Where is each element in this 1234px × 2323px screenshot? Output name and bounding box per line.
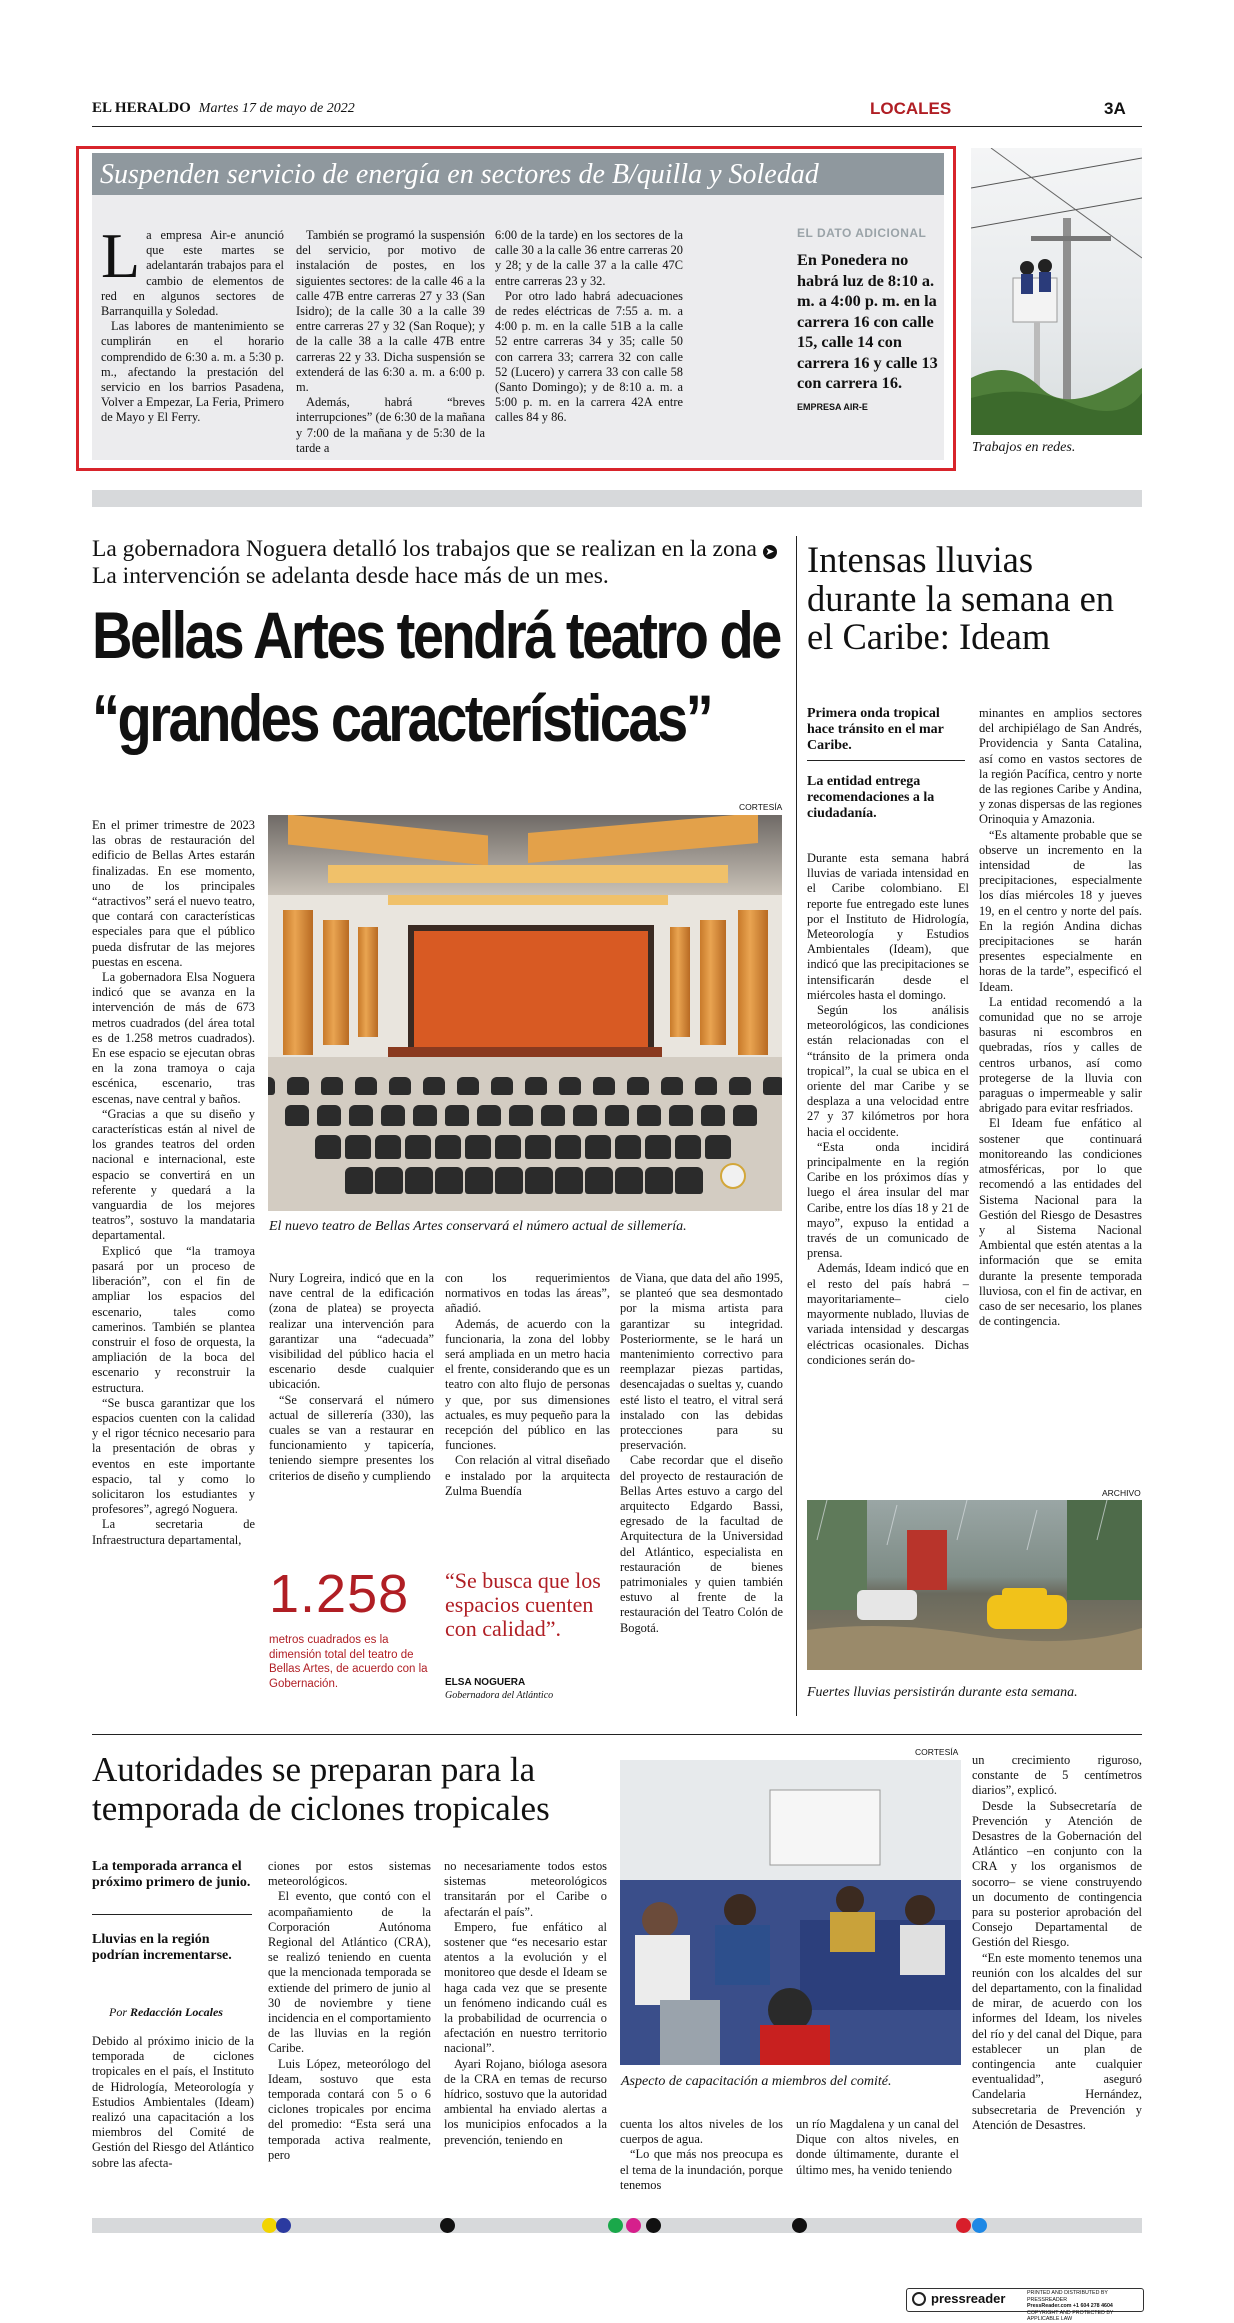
bellas-col-3 bbox=[445, 1271, 610, 1499]
ciclones-photo-caption: Aspecto de capacitación a miembros del comité. bbox=[621, 2074, 892, 2089]
seat bbox=[345, 1167, 373, 1194]
bellas-headline-1: Bellas Artes tendrá teatro de bbox=[92, 598, 780, 672]
ciclones-col-4 bbox=[620, 2117, 783, 2193]
ciclones-paragraph: no necesariamente todos estos sistemas meteorológicos transitarán por el Caribe o afectarán el país”. bbox=[444, 1859, 607, 1919]
lluvias-paragraph: Según los análisis meteorológicos, las condiciones están relacionadas con el “tránsito de la primera onda tropical”, la cual se ubica en el oriente del mar Caribe y se desplaza a una velocidad entre 27 y 37 kilómetros por hora hacia el occidente. bbox=[807, 1003, 969, 1139]
masthead-rule bbox=[92, 126, 1142, 127]
copyright-line: COPYRIGHT AND PROTECTED BY APPLICABLE LAW bbox=[1027, 2309, 1114, 2322]
bellas-paragraph: Con relación al vitral diseñado e instalado por la arquitecta Zulma Buendía bbox=[445, 1453, 610, 1498]
seat bbox=[701, 1105, 725, 1126]
seat bbox=[695, 1077, 717, 1095]
drop-cap: L bbox=[101, 220, 141, 291]
ciclones-col-1 bbox=[92, 2034, 254, 2171]
bellas-deck bbox=[92, 536, 792, 590]
pressreader-legal bbox=[1027, 2290, 1141, 2323]
seat bbox=[525, 1167, 553, 1194]
energy-paragraph: Por otro lado habrá adecuaciones de redes eléctricas de 7:55 a. m. a 4:00 p. m. en la calle 51B a la calle 52 entre carreras 34 y 35; calle 50 con carrera 33; carrera 32 con calle 52 (Lucero) y carrera 33 con calle 58 (Santo Domingo); y de 8:10 a. m. a 5:00 p. m. en la carrera 42A entre calles 84 y 86. bbox=[495, 288, 683, 425]
seat bbox=[585, 1167, 613, 1194]
quote-role: Gobernadora del Atlántico bbox=[445, 1690, 554, 1701]
ciclones-col-5 bbox=[796, 2117, 959, 2178]
lluvias-headline: Intensas lluvias durante la semana en el Caribe: Ideam bbox=[807, 539, 1115, 657]
printed-line: PRINTED AND DISTRIBUTED BY PRESSREADER bbox=[1027, 2290, 1108, 2303]
bellas-paragraph: Nury Logreira, indicó que en la nave central de la edificación (zona de platea) se proyecta realizar una intervención para garantizar una “adecuada” visibilidad del público hacia el escenario desde cualquier ubicación. bbox=[269, 1271, 434, 1392]
byline-prefix: Por bbox=[109, 2005, 127, 2019]
seat bbox=[405, 1135, 431, 1159]
lluvias-paragraph: La entidad recomendó a la comunidad que no se arroje basuras ni escombros en quebradas, ríos y calles de centros urbanos, así como protegerse de la lluvia con paraguas o impermeable y salir abrigado para evitar resfriados. bbox=[979, 994, 1142, 1116]
ciclones-paragraph: Debido al próximo inicio de la temporada de ciclones tropicales en el país, el Instituto de Hidrología, Meteorología y Estudios Ambientales (Ideam) realizó una capacitación a los miembros del Comité de Gestión del Riesgo del Atlántico sobre las afecta- bbox=[92, 2034, 254, 2170]
registration-dot bbox=[262, 2218, 277, 2233]
seat bbox=[349, 1105, 373, 1126]
section-band bbox=[92, 490, 1142, 507]
bellas-paragraph: Explicó que “la tramoya pasará por un proceso de liberación”, con el fin de ampliar los espacios del escenario, tales como camerinos. También se plantea construir el foso de orquesta, la ampliación de la boca del escenario y reconstruir la estructura. bbox=[92, 1243, 255, 1395]
logo-seal bbox=[720, 1163, 746, 1189]
pull-quote: “Se busca que los espacios cuenten con calidad”. bbox=[445, 1568, 601, 1641]
bellas-paragraph: “Se busca garantizar que los espacios cuenten con la calidad y el rigor técnico necesario para la presentación de obras y eventos en este importante espacio, tal y como lo solicitaron los estudiantes y profesores”, agregó Noguera. bbox=[92, 1395, 255, 1517]
seat bbox=[729, 1077, 751, 1095]
stat-number: 1.258 bbox=[269, 1564, 410, 1624]
seat bbox=[573, 1105, 597, 1126]
bellas-col-1 bbox=[92, 818, 255, 1548]
seat bbox=[435, 1135, 461, 1159]
ciclones-paragraph: El evento, que contó con el acompañamiento de la Corporación Autónoma Regional del Atlántico (CRA), se realizó teniendo en cuenta que la mencionada temporada se extiende del primero de junio al 30 de noviembre y tiene incidencia en el comportamiento de las lluvias en la región Caribe. bbox=[268, 1889, 431, 2056]
section-name: LOCALES bbox=[870, 99, 952, 118]
seat bbox=[491, 1077, 513, 1095]
energy-paragraph: 6:00 de la tarde) en los sectores de la calle 30 a la calle 36 entre carreras 20 y 28; y de la calle 37 a la calle 47C entre carreras 23 y 32. bbox=[495, 228, 683, 288]
byline-name: Redacción Locales bbox=[130, 2005, 223, 2019]
stat-text: metros cuadrados es la dimensión total del teatro de Bellas Artes, de acuerdo con la Gobernación. bbox=[269, 1634, 428, 1690]
ciclones-paragraph: Luis López, meteorólogo del Ideam, sostuvo que esta temporada contará con 5 o 6 ciclones tropicales por encima del promedio: “Esta será una temporada activa realmente, pero bbox=[268, 2056, 431, 2162]
energy-headline: Suspenden servicio de energía en sectores de B/quilla y Soledad bbox=[100, 159, 819, 190]
bellas-paragraph: con los requerimientos normativos en todas las áreas”, añadió. bbox=[445, 1271, 610, 1316]
seat bbox=[733, 1105, 757, 1126]
bellas-col-4 bbox=[620, 1271, 783, 1636]
dato-adicional bbox=[797, 226, 945, 412]
ciclones-paragraph: ciones por estos sistemas meteorológicos. bbox=[268, 1859, 431, 1889]
seat bbox=[317, 1105, 341, 1126]
vertical-divider bbox=[796, 536, 797, 1716]
seat bbox=[559, 1077, 581, 1095]
ciclones-paragraph: Desde la Subsecretaría de Prevención y Atención de Desastres de la Gobernación del Atlántico –en conjunto con la CRA y los organismos de socorro– se viene construyendo un documento de contingencia para su posterior aprobación del Consejo Departamental de Gestión del Riesgo. bbox=[972, 1798, 1142, 1950]
seat bbox=[465, 1135, 491, 1159]
bellas-col-2 bbox=[269, 1271, 434, 1484]
seat bbox=[495, 1135, 521, 1159]
seat bbox=[375, 1167, 403, 1194]
training-photo bbox=[620, 1760, 961, 2065]
lluvias-kicker-1: Primera onda tropical hace tránsito en el mar Caribe. bbox=[807, 706, 944, 753]
seat bbox=[615, 1167, 643, 1194]
seat bbox=[509, 1105, 533, 1126]
seat bbox=[435, 1167, 463, 1194]
ciclones-paragraph: “Lo que más nos preocupa es el tema de la inundación, porque tenemos bbox=[620, 2147, 783, 2192]
registration-dot bbox=[626, 2218, 641, 2233]
registration-dot bbox=[646, 2218, 661, 2233]
energy-photo-caption: Trabajos en redes. bbox=[972, 440, 1076, 455]
rain-photo bbox=[807, 1500, 1142, 1670]
ciclones-photo-credit: CORTESÍA bbox=[915, 1747, 959, 1757]
ciclones-paragraph: un crecimiento riguroso, constante de 5 centímetros diarios”, explicó. bbox=[972, 1753, 1142, 1798]
seat bbox=[645, 1167, 673, 1194]
bellas-paragraph: La gobernadora Elsa Noguera indicó que se avanza en la intervención de más de 673 metros cuadrados (del área total es de 1.258 metros cuadrados). En ese espacio se ejecutan obras en la zona tramoya o caja escénica, escenario, tras escenas, nave central y baños. bbox=[92, 970, 255, 1106]
ciclones-paragraph: Empero, fue enfático al sostener que “es necesario estar atentos a la evolución y el monitoreo que desde el Ideam se haga cada vez que se presente un fenómeno indicando cuál es la probabilidad de ocurrencia o afectación en nuestro territorio nacional”. bbox=[444, 1919, 607, 2056]
energy-paragraph: a empresa Air-e anunció que este martes se adelantarán trabajos para el cambio de elementos de red en algunos sectores de Barranquilla y Soledad. bbox=[101, 228, 284, 319]
deck-text: La gobernadora Noguera detalló los trabajos que se realizan en la zona bbox=[92, 536, 757, 562]
seat bbox=[389, 1077, 411, 1095]
lluvias-paragraph: El Ideam fue enfático al sostener que continuará monitoreando las condiciones atmosféricas, por lo que recomendó a las entidades del Sistema Nacional para la Gestión del Riesgo de Desastres y al Sistema Nacional Ambiental que estén atentas a la información que se emita durante la presente temporada lluviosa, con el fin de activar, en caso de ser necesario, los planes de contingencia. bbox=[979, 1116, 1142, 1329]
flooded-street-image bbox=[807, 1500, 1142, 1670]
lluvias-paragraph: “Es altamente probable que se observe un incremento en la intensidad de las precipitaciones, especialmente los días miércoles 18 y jueves 19, en el centro y norte del país. En la región Andina dichas precipitaciones se harán presentes especialmente en horas de la tarde”, especificó el Ideam. bbox=[979, 827, 1142, 994]
seat bbox=[525, 1135, 551, 1159]
seat bbox=[615, 1135, 641, 1159]
seat bbox=[413, 1105, 437, 1126]
seat bbox=[445, 1105, 469, 1126]
seat bbox=[355, 1077, 377, 1095]
pressreader-brand: pressreader bbox=[931, 2291, 1006, 2306]
bellas-paragraph: de Viana, que data del año 1995, se planteó que sea desmontado por la misma artista para garantizar su integridad. Posteriormente, se le hará un mantenimiento correctivo para reemplazar piezas partidas, desencajadas o sueltas y, cuando esté listo el teatro, el vitral será instalado con las debidas protecciones para su preservación. bbox=[620, 1271, 783, 1453]
arrow-bullet-icon: ➤ bbox=[763, 545, 777, 559]
seat bbox=[405, 1167, 433, 1194]
ciclones-col-3 bbox=[444, 1859, 607, 2148]
registration-dot bbox=[792, 2218, 807, 2233]
theatre-stage bbox=[408, 925, 654, 1057]
training-session-image bbox=[620, 1760, 961, 2065]
page-number: 3A bbox=[1104, 99, 1126, 118]
seat bbox=[381, 1105, 405, 1126]
deck-text-2: La intervención se adelanta desde hace más de un mes. bbox=[92, 563, 609, 589]
seat bbox=[541, 1105, 565, 1126]
ciclones-headline: Autoridades se preparan para la temporada de ciclones tropicales bbox=[92, 1750, 550, 1828]
ciclones-col-2 bbox=[268, 1859, 431, 2163]
dato-source: EMPRESA AIR-E bbox=[797, 401, 868, 412]
seat bbox=[675, 1167, 703, 1194]
bellas-paragraph: En el primer trimestre de 2023 las obras de restauración del edificio de Bellas Artes estarán finalizadas. En ese momento, uno de los principales “atractivos” será el nuevo teatro, que contará con características especiales para que el público pueda disfrutar de las mejores puestas en escena. bbox=[92, 818, 255, 969]
lluvias-paragraph: “Esta onda incidirá principalmente en la región Caribe en los próximos días y luego el área insular del mar Caribe, entre los días 18 y 21 de mayo”, expuso la entidad a través de un comunicado de prensa. bbox=[807, 1139, 969, 1261]
energy-col-1 bbox=[101, 220, 284, 426]
paper-name: EL HERALDO bbox=[92, 100, 191, 116]
bellas-paragraph: Además, de acuerdo con la funcionaria, la zona del lobby será ampliada en un metro hacia el frente, considerando que es un teatro con alto flujo de personas y que, por sus dimensiones actuales, es muy pequeño para la recepción del público en las funciones. bbox=[445, 1316, 610, 1453]
lluvias-paragraph: Durante esta semana habrá lluvias de variada intensidad en el Caribe colombiano. El reporte fue entregado este lunes por el Instituto de Hidrología, Meteorología y Estudios Ambientales (Ideam), que indicó que las precipitaciones se intensificarán desde el miércoles hasta el domingo. bbox=[807, 851, 969, 1002]
utility-workers-image bbox=[971, 148, 1142, 435]
registration-dot bbox=[276, 2218, 291, 2233]
seat bbox=[585, 1135, 611, 1159]
quote-author: ELSA NOGUERA bbox=[445, 1677, 526, 1688]
energy-col-3 bbox=[495, 228, 683, 426]
seat bbox=[525, 1077, 547, 1095]
bellas-paragraph: La secretaria de Infraestructura departamental, bbox=[92, 1517, 255, 1547]
pressreader-icon bbox=[912, 2292, 926, 2306]
ciclones-kicker-1: La temporada arranca el próximo primero de junio. bbox=[92, 1859, 251, 1890]
section-rule bbox=[92, 1734, 1142, 1735]
ciclones-kicker-2: Lluvias en la región podrían incrementarse. bbox=[92, 1932, 232, 1963]
seat bbox=[495, 1167, 523, 1194]
seat bbox=[763, 1077, 782, 1095]
seat bbox=[268, 1077, 275, 1095]
energy-paragraph: Además, habrá “breves interrupciones” (de 6:30 de la mañana y 7:00 de la mañana y de 5:30 de la tarde a bbox=[296, 395, 485, 455]
ciclones-paragraph: un río Magdalena y un canal del Dique con altos niveles, en donde últimamente, durante el último mes, ha venido teniendo bbox=[796, 2117, 959, 2177]
kicker-rule bbox=[807, 760, 965, 761]
seat bbox=[661, 1077, 683, 1095]
seat bbox=[637, 1105, 661, 1126]
registration-dot bbox=[956, 2218, 971, 2233]
bellas-paragraph: “Gracias a que su diseño y características están al nivel de los grandes teatros del orden nacional e internacional, este espacio se convertirá en un referente y quedará a la vanguardia de los mejores teatros”, sostuvo la mandataria departamental. bbox=[92, 1106, 255, 1243]
dato-text: En Ponedera no habrá luz de 8:10 a. m. a 4:00 p. m. en la carrera 16 con calle 15, calle 14 con carrera 16 y calle 13 con carrera 16. bbox=[797, 250, 938, 392]
seat bbox=[605, 1105, 629, 1126]
seat bbox=[555, 1167, 583, 1194]
lluvias-kicker-2: La entidad entrega recomendaciones a la ciudadanía. bbox=[807, 774, 935, 821]
seat bbox=[627, 1077, 649, 1095]
seat bbox=[375, 1135, 401, 1159]
bellas-photo-caption: El nuevo teatro de Bellas Artes conservará el número actual de sillетería. bbox=[269, 1219, 687, 1234]
energy-paragraph: También se programó la suspensión del servicio, por motivo de instalación de postes, en los siguientes sectores: de la calle 46 a la calle 47B entre carreras 27 y 33 (San Isidro); de la calle 30 a la calle 39 entre carreras 27 y 32 (San Roque); y de la calle 38 a la calle 47B entre carreras 22 y 33. Dicha suspensión se extenderá de las 6:30 a. m. a 6:00 p. m. bbox=[296, 228, 485, 395]
energy-col-2 bbox=[296, 228, 485, 456]
site-line: PressReader.com +1 604 278 4604 bbox=[1027, 2303, 1113, 2309]
seat bbox=[669, 1105, 693, 1126]
seat bbox=[593, 1077, 615, 1095]
lluvias-photo-credit: ARCHIVO bbox=[1102, 1488, 1141, 1498]
lluvias-photo-caption: Fuertes lluvias persistirán durante esta semana. bbox=[807, 1685, 1078, 1700]
masthead bbox=[92, 99, 1142, 121]
seat bbox=[705, 1135, 731, 1159]
seat bbox=[477, 1105, 501, 1126]
bellas-photo-credit: CORTESÍA bbox=[739, 802, 783, 812]
ciclones-paragraph: cuenta los altos niveles de los cuerpos de agua. bbox=[620, 2117, 783, 2147]
seat bbox=[285, 1105, 309, 1126]
lluvias-paragraph: Además, Ideam indicó que en el resto del país habrá –mayoritariamente– cielo mayormente nublado, lluvias de variada intensidad y descargas eléctricas ocasionales. Dichas condiciones serán do- bbox=[807, 1261, 969, 1367]
lluvias-paragraph: minantes en amplios sectores del archipiélago de San Andrés, Providencia y Santa Catalina, así como en vastos sectores de la región Pacífica, centro y norte de las regiones Caribe y Andina, y zonas dispersas de las regiones Orinoquia y Amazonia. bbox=[979, 706, 1142, 827]
issue-date: Martes 17 de mayo de 2022 bbox=[198, 101, 355, 116]
seat bbox=[321, 1077, 343, 1095]
energy-paragraph: Las labores de mantenimiento se cumplirán en el horario comprendido de 6:30 a. m. a 5:30 p. m., afectando la prestación del servicio en los barrios Pasadena, Volver a Empezar, La Feria, Primero de Mayo y El Ferry. bbox=[101, 319, 284, 425]
seat bbox=[287, 1077, 309, 1095]
registration-dots bbox=[0, 2218, 1234, 2234]
seat bbox=[423, 1077, 445, 1095]
registration-dot bbox=[608, 2218, 623, 2233]
lluvias-col-2 bbox=[979, 706, 1142, 1329]
ciclones-paragraph: Ayari Rojano, bióloga asesora de la CRA en temas de recurso hídrico, sostuvo que la autoridad ambiental ha enviado alertas a los municipios enfocados a la prevención, teniendo en bbox=[444, 2056, 607, 2147]
theatre-photo bbox=[268, 815, 782, 1211]
energy-photo bbox=[971, 148, 1142, 435]
bellas-paragraph: Cabe recordar que el diseño del proyecto de restauración de Bellas Artes estuvo a cargo del arquitecto Edgardo Bassi, egresado de la facultad de Arquitectura de la Universidad del Atlántico, especialista en restauración de bienes patrimoniales y quien también estuvo al frente de la restauración del Teatro Colón de Bogotá. bbox=[620, 1453, 783, 1635]
ciclones-byline bbox=[109, 2005, 223, 2020]
seat bbox=[457, 1077, 479, 1095]
pressreader-badge bbox=[906, 2288, 1144, 2322]
bellas-headline-2: “grandes características” bbox=[92, 681, 712, 755]
registration-dot bbox=[972, 2218, 987, 2233]
lluvias-col-1 bbox=[807, 851, 969, 1368]
bellas-paragraph: “Se conservará el número actual de sillетería (330), las cuales se van a restaurar en funcionamiento y tapicería, teniendo siempre presentes los criterios de diseño y cumpliendo bbox=[269, 1392, 434, 1483]
kicker-rule bbox=[92, 1914, 252, 1915]
ciclones-paragraph: “En este momento tenemos una reunión con los alcaldes del sur del departamento, con la finalidad de mirar, de acuerdo con los informes del Ideam, los niveles del río y del canal del Dique, para establecer un plan de contingencia ante cualquier eventualidad”, aseguró Candelaria Hernández, subsecretaria de Prevención y Atención de Desastres. bbox=[972, 1950, 1142, 2132]
seat bbox=[465, 1167, 493, 1194]
seat bbox=[555, 1135, 581, 1159]
seat bbox=[315, 1135, 341, 1159]
energy-banner bbox=[92, 153, 944, 195]
registration-dot bbox=[440, 2218, 455, 2233]
ciclones-col-6 bbox=[972, 1753, 1142, 2133]
dato-label: EL DATO ADICIONAL bbox=[797, 226, 927, 240]
seat bbox=[345, 1135, 371, 1159]
seat bbox=[645, 1135, 671, 1159]
seat bbox=[675, 1135, 701, 1159]
